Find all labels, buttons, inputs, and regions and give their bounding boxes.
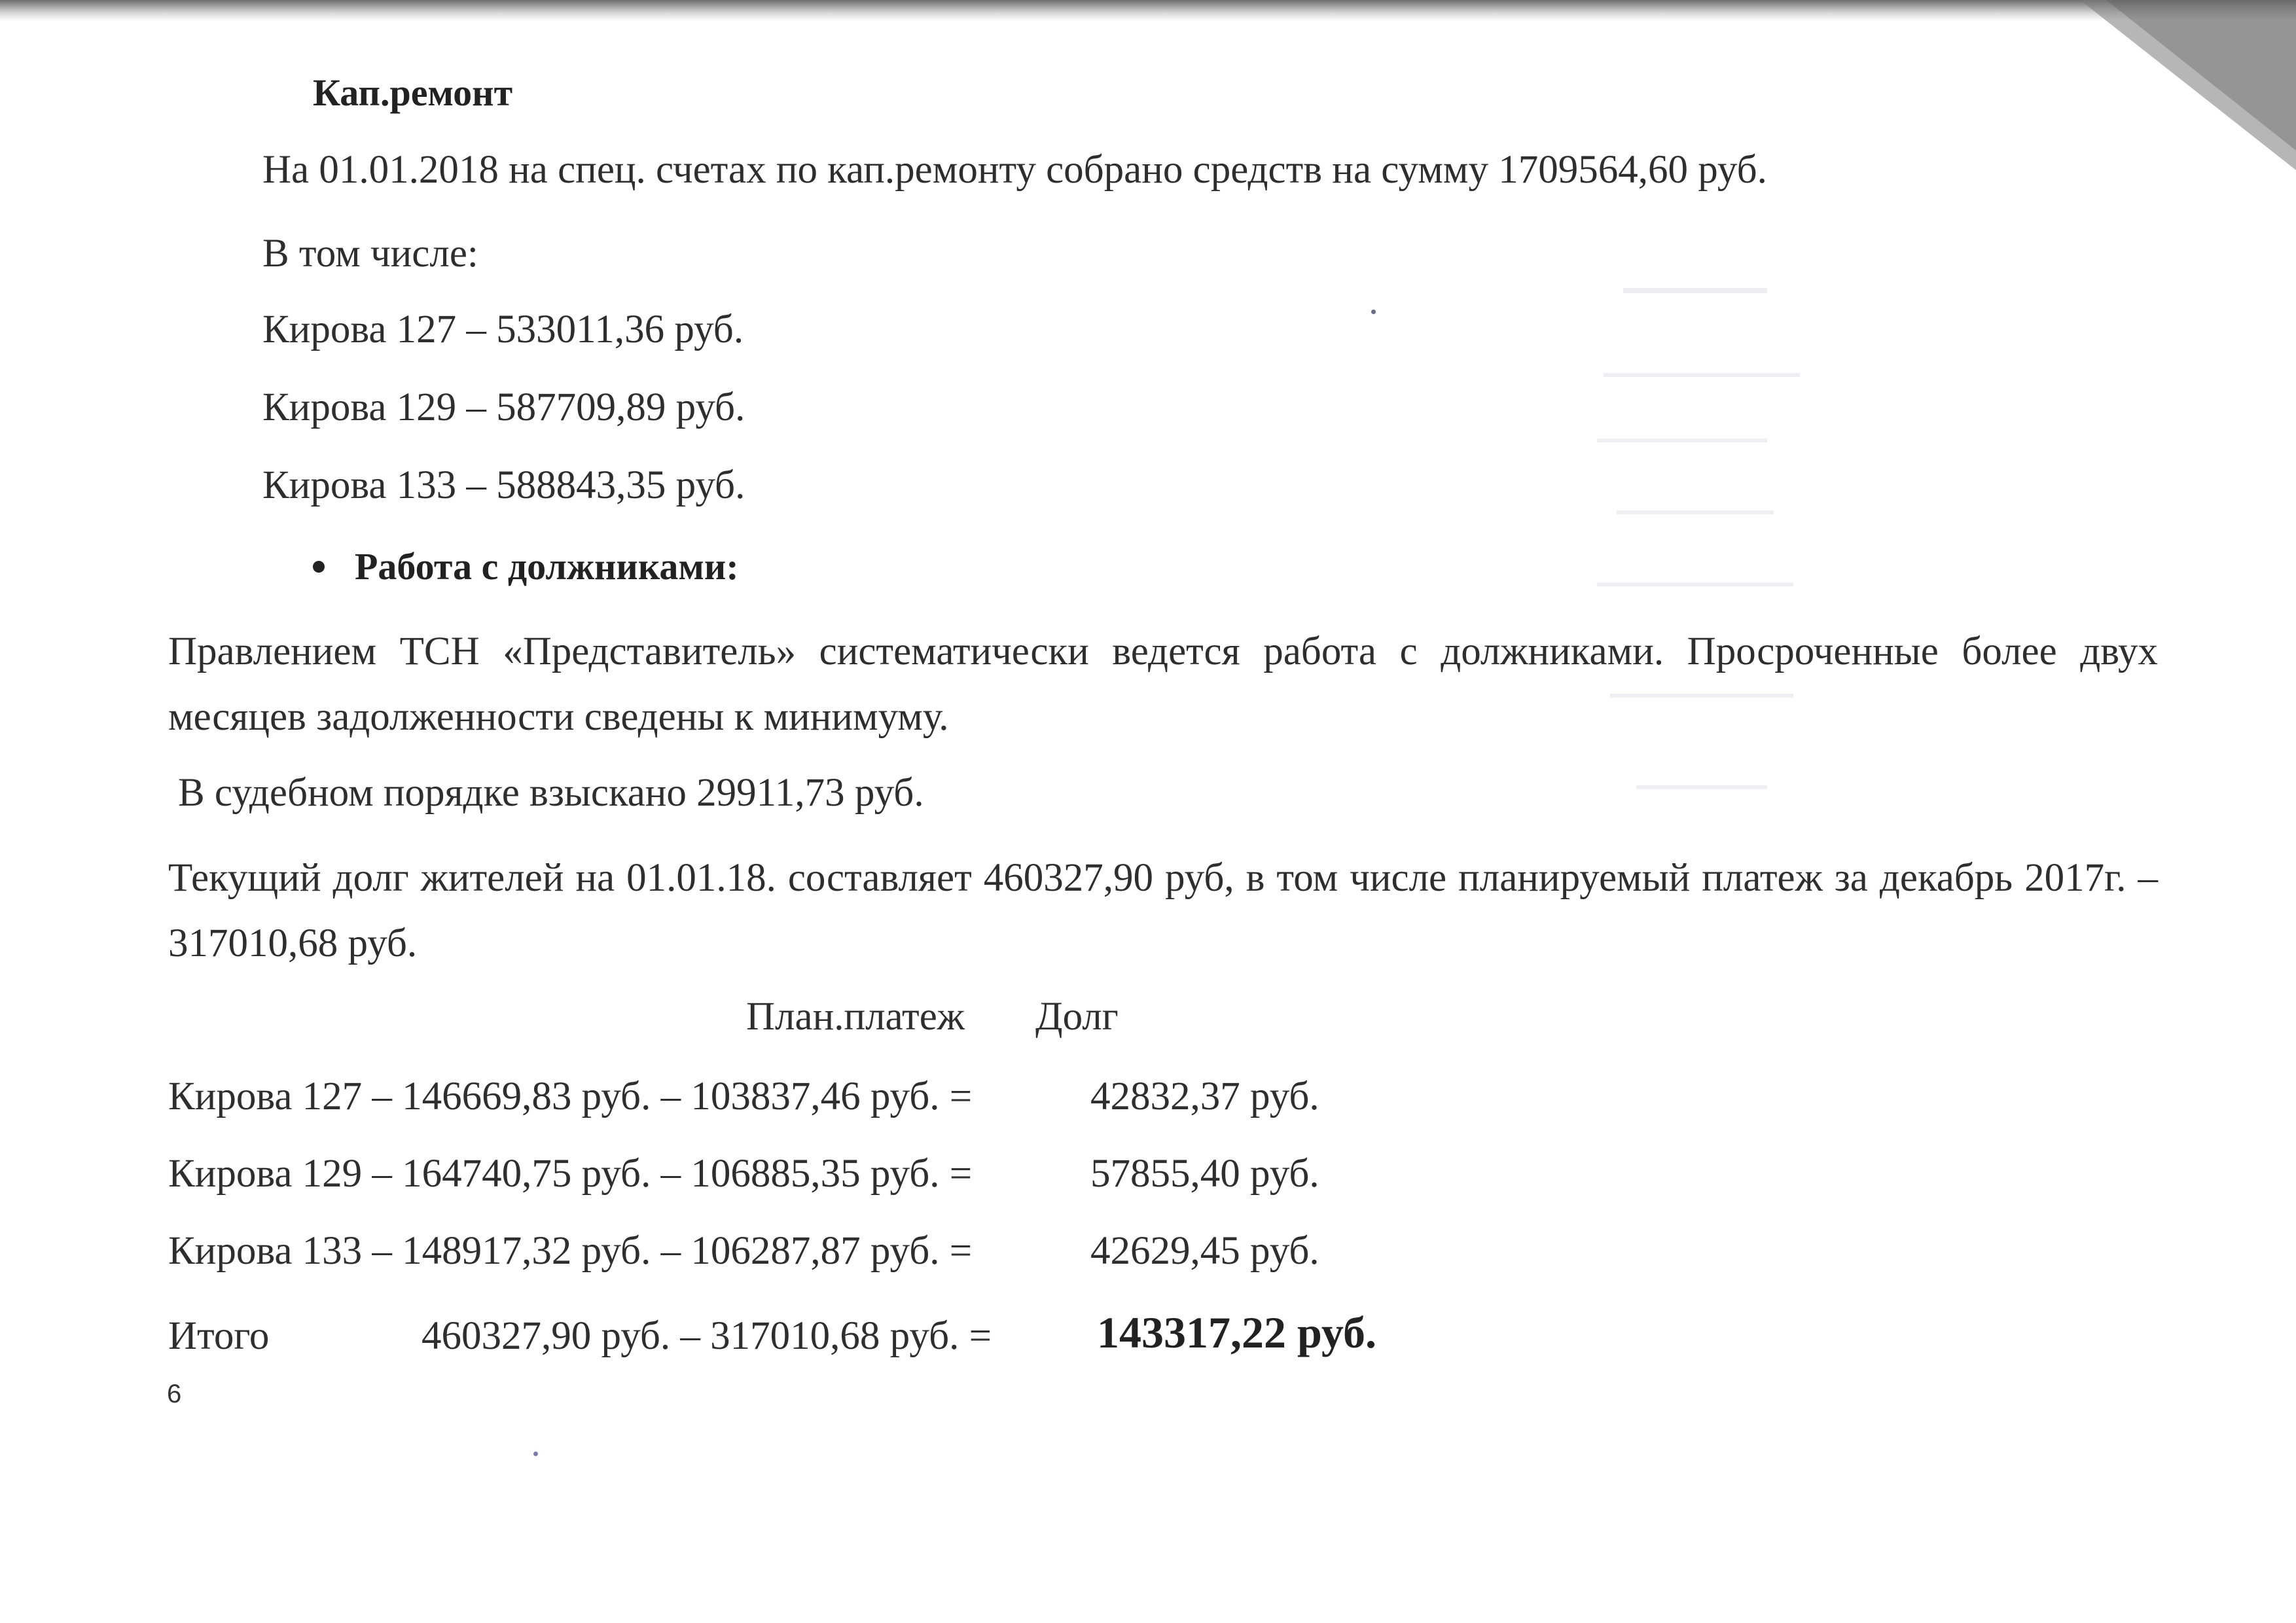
debt-row-kirova-133-result: 42629,45 руб. xyxy=(1090,1229,1319,1273)
intro-text: На 01.01.2018 на спец. счетах по кап.ремонту собрано средств на сумму 1709564,60 руб. xyxy=(262,148,1767,192)
debt-row-kirova-133: Кирова 133 – 148917,32 руб. – 106287,87 руб. = xyxy=(168,1229,973,1273)
fund-line-kirova-127: Кирова 127 – 533011,36 руб. xyxy=(262,308,744,351)
section-title: Кап.ремонт xyxy=(313,71,513,114)
debtors-heading xyxy=(313,543,739,590)
debtors-paragraph xyxy=(168,619,2158,750)
current-debt-paragraph xyxy=(168,846,2158,976)
scan-speck xyxy=(533,1452,538,1456)
page-number: 6 xyxy=(167,1380,182,1408)
scan-speck xyxy=(1371,310,1376,314)
debt-row-kirova-127: Кирова 127 – 146669,83 руб. – 103837,46 руб. = xyxy=(168,1075,973,1118)
fund-line-kirova-133: Кирова 133 – 588843,35 руб. xyxy=(262,463,745,507)
column-header-debt: Долг xyxy=(1035,995,1119,1039)
folded-corner-shadow xyxy=(2080,0,2296,170)
including-label: В том числе: xyxy=(262,232,478,276)
fund-line-kirova-129: Кирова 129 – 587709,89 руб. xyxy=(262,385,745,429)
debtors-heading-text: Работа с должниками: xyxy=(355,545,739,588)
scan-top-edge xyxy=(0,0,2296,21)
total-expression: 460327,90 руб. – 317010,68 руб. = xyxy=(422,1314,992,1358)
current-debt-text: Текущий долг жителей на 01.01.18. составляет 460327,90 руб, в том числе планируемый платеж за декабрь 2017г. – 317010,68 руб. xyxy=(168,856,2158,965)
total-label: Итого xyxy=(168,1314,270,1358)
debtors-paragraph-text: Правлением ТСН «Представитель» систематически ведется работа с должниками. Просроченные более двух месяцев задолженности сведены к минимуму. xyxy=(168,630,2158,739)
debt-row-kirova-129: Кирова 129 – 164740,75 руб. – 106885,35 руб. = xyxy=(168,1152,973,1196)
bullet-icon xyxy=(313,561,325,573)
debt-row-kirova-129-result: 57855,40 руб. xyxy=(1090,1152,1319,1196)
total-result: 143317,22 руб. xyxy=(1097,1308,1377,1357)
debt-row-kirova-127-result: 42832,37 руб. xyxy=(1090,1075,1319,1118)
court-recovery-line: В судебном порядке взыскано 29911,73 руб. xyxy=(178,771,924,815)
column-header-plan: План.платеж xyxy=(746,995,965,1039)
